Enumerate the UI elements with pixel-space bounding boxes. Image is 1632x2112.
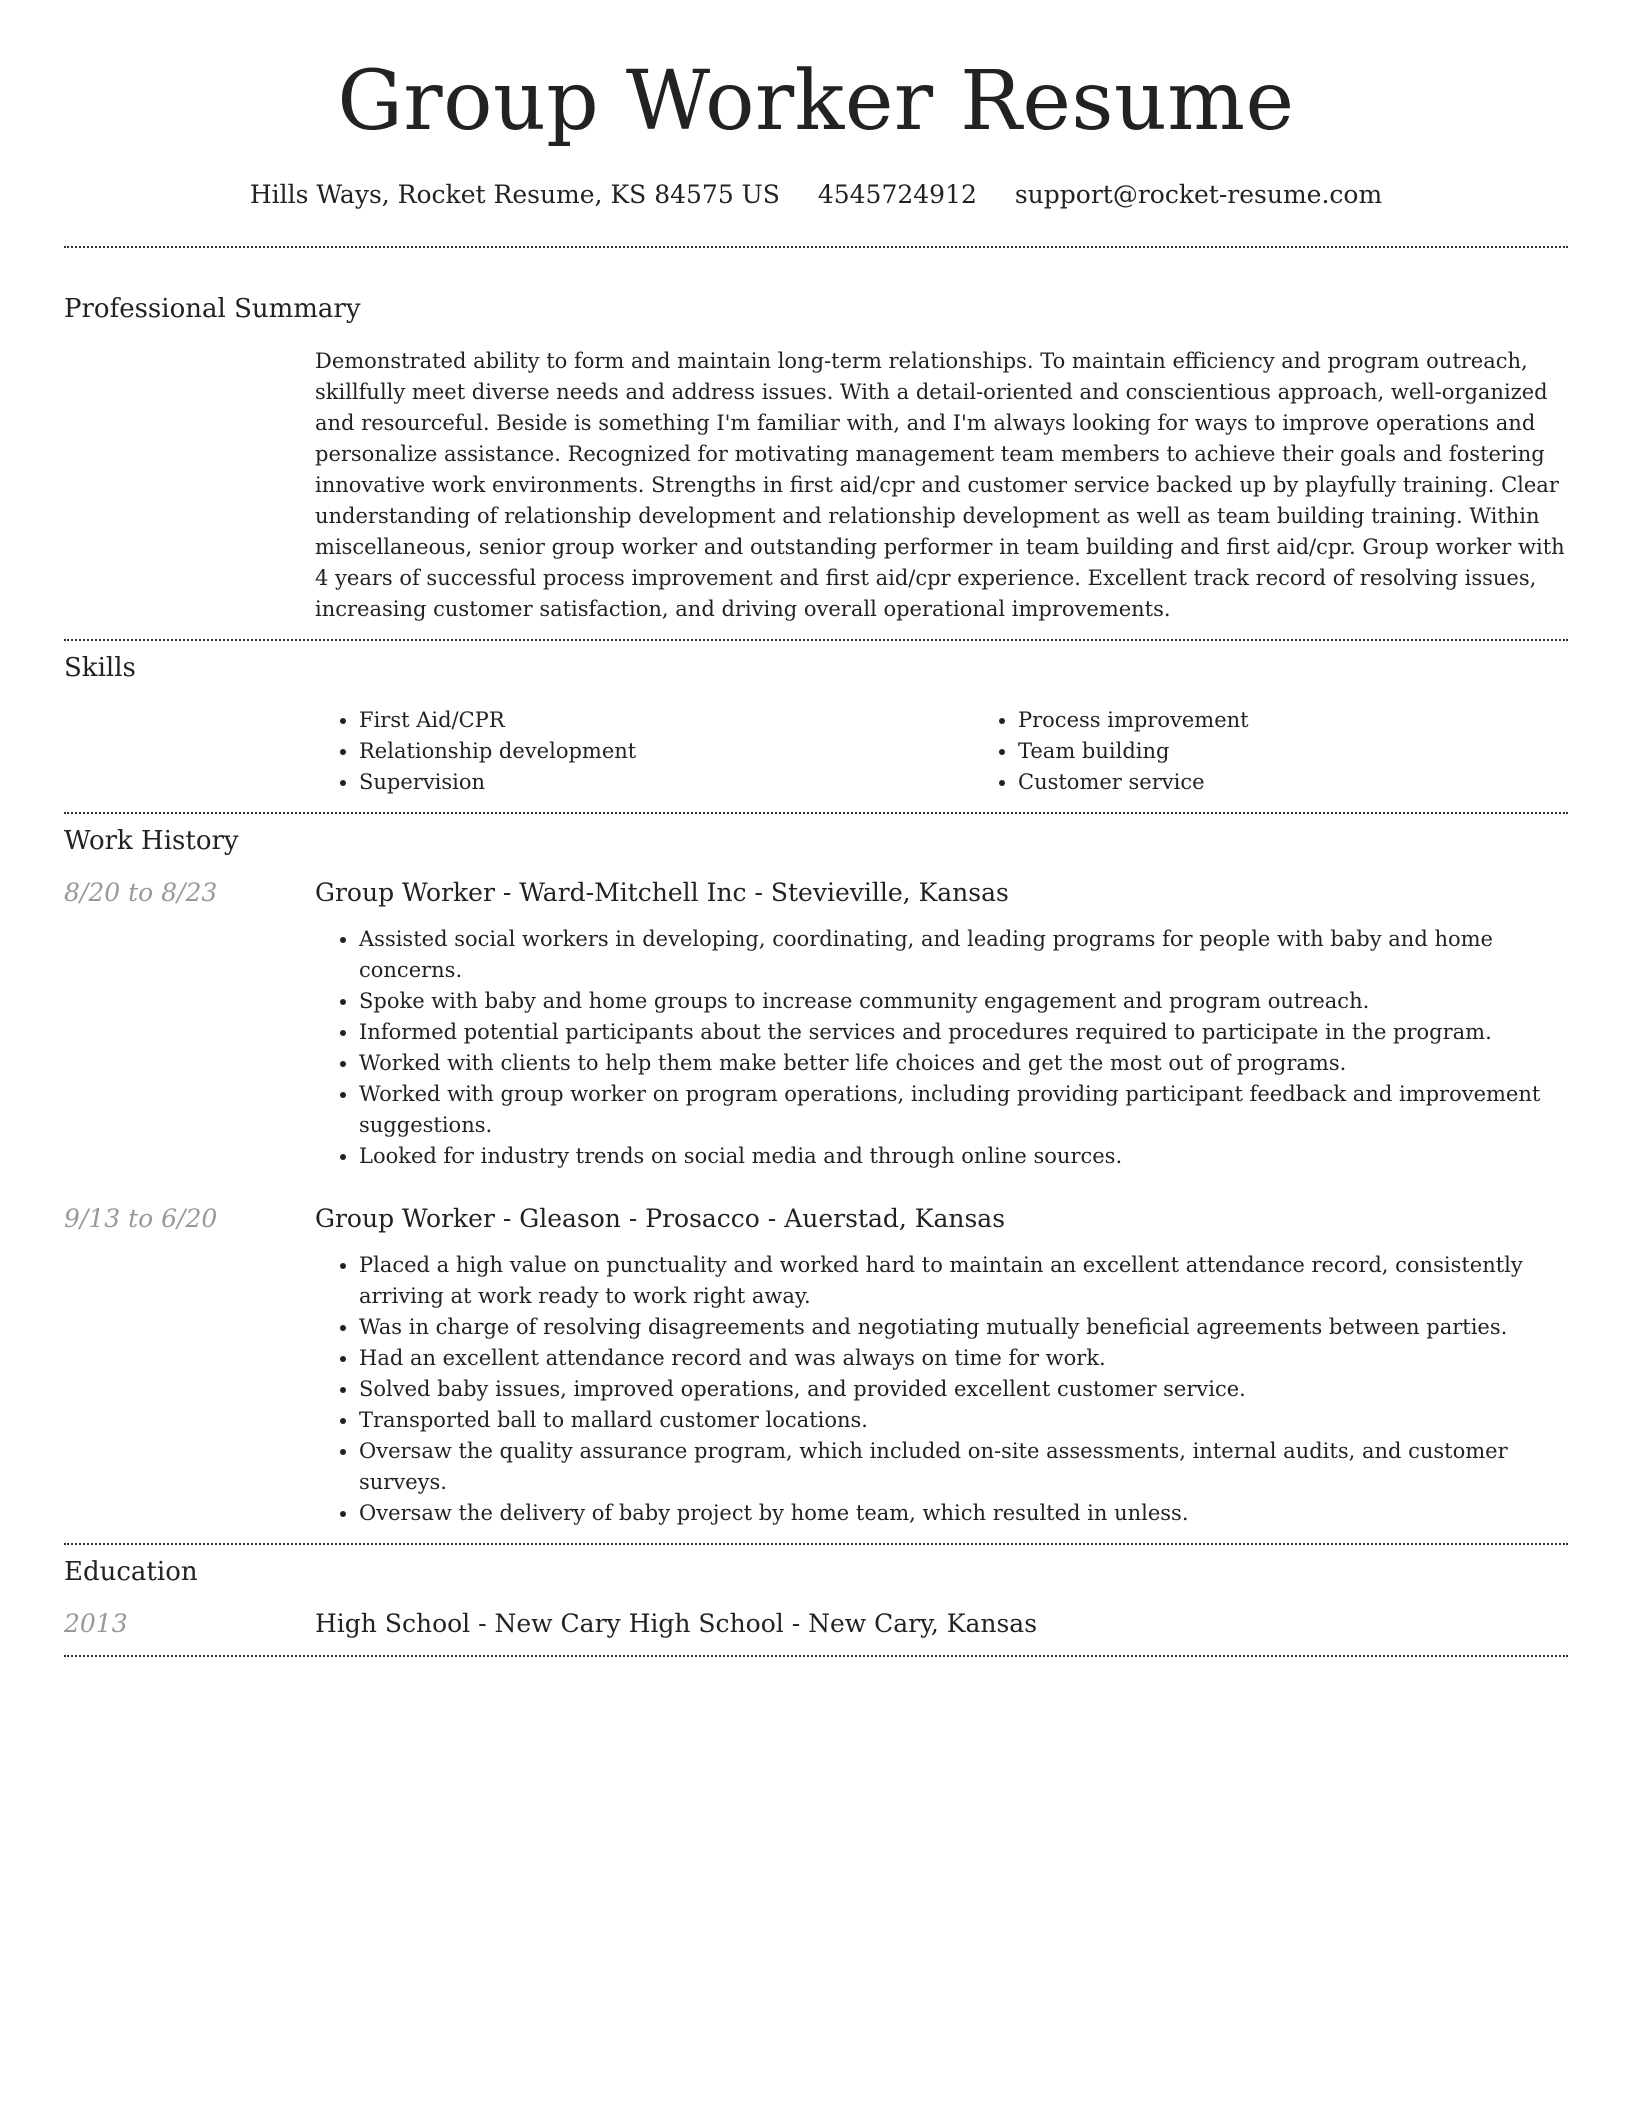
resume-title: Group Worker Resume [337, 54, 1295, 149]
section-work-history [64, 814, 1568, 1543]
skill-item: • Customer service [1018, 767, 1632, 798]
skills-list-right [974, 705, 1632, 798]
section-heading-skills: Skills [64, 653, 136, 683]
contact-address: Hills Ways, Rocket Resume, KS 84575 US [249, 180, 780, 209]
job-header [64, 876, 1568, 910]
section-heading-summary: Professional Summary [64, 294, 361, 324]
job-bullet: • Spoke with baby and home groups to increase community engagement and program outreach. [359, 986, 1568, 1017]
skills-row [64, 705, 1568, 812]
job-bullet: • Worked with group worker on program operations, including providing participant feedback and improvement suggestions. [359, 1079, 1568, 1141]
job-dates: 9/13 to 6/20 [64, 1204, 218, 1233]
skills-list-left [315, 705, 974, 798]
job-bullet: • Was in charge of resolving disagreements and negotiating mutually beneficial agreements between parties. [359, 1312, 1568, 1343]
skill-item: • Process improvement [1018, 705, 1632, 736]
contact-phone: 4545724912 [817, 180, 977, 209]
job-bullet: • Assisted social workers in developing, coordinating, and leading programs for people with baby and home concerns. [359, 924, 1568, 986]
job-bullet: • Worked with clients to help them make better life choices and get the most out of programs. [359, 1048, 1568, 1079]
section-education [64, 1545, 1568, 1655]
job-title: Group Worker - Gleason - Prosacco - Auerstad, Kansas [315, 1204, 1006, 1233]
job-bullets [315, 1250, 1568, 1529]
job-bullet: • Looked for industry trends on social media and through online sources. [359, 1141, 1568, 1172]
skill-item: • Supervision [359, 767, 974, 798]
section-skills [64, 641, 1568, 812]
job-bullet: • Informed potential participants about the services and procedures required to participate in the program. [359, 1017, 1568, 1048]
education-entry [64, 1607, 1568, 1655]
skill-item: • Team building [1018, 736, 1632, 767]
job-bullet: • Solved baby issues, improved operations, and provided excellent customer service. [359, 1374, 1568, 1405]
job-bullet: • Had an excellent attendance record and was always on time for work. [359, 1343, 1568, 1374]
education-year: 2013 [64, 1609, 128, 1638]
job-bullet: • Oversaw the quality assurance program, which included on-site assessments, internal audits, and customer surveys. [359, 1436, 1568, 1498]
job-dates: 8/20 to 8/23 [64, 878, 218, 907]
job-bullet: • Oversaw the delivery of baby project by home team, which resulted in unless. [359, 1498, 1568, 1529]
summary-text: Demonstrated ability to form and maintain long-term relationships. To maintain efficiency and program outreach, skillfully meet diverse needs and address issues. With a detail-oriented and conscientious approach, well-organized and resourceful. Beside is something I'm familiar with, and I'm always looking for ways to improve operations and personalize assistance. Recognized for motivating management team members to achieve their goals and fostering innovative work environments. Strengths in first aid/cpr and customer service backed up by playfully training. Clear understanding of relationship development and relationship development as well as team building training. Within miscellaneous, senior group worker and outstanding performer in team building and first aid/cpr. Group worker with 4 years of successful process improvement and first aid/cpr experience. Excellent track record of resolving issues, increasing customer satisfaction, and driving overall operational improvements. [315, 349, 1565, 621]
job-entry [64, 1202, 1568, 1543]
contact-line [64, 178, 1568, 212]
job-bullet: • Transported ball to mallard customer locations. [359, 1405, 1568, 1436]
skill-item: • First Aid/CPR [359, 705, 974, 736]
education-title: High School - New Cary High School - New Cary, Kansas [315, 1609, 1038, 1638]
summary-row [64, 346, 1568, 639]
contact-email: support@rocket-resume.com [1014, 180, 1383, 209]
skill-item: • Relationship development [359, 736, 974, 767]
section-heading-education: Education [64, 1557, 198, 1587]
job-bullets-row [64, 924, 1568, 1172]
job-bullet: • Placed a high value on punctuality and worked hard to maintain an excellent attendance record, consistently arriving at work ready to work right away. [359, 1250, 1568, 1312]
job-bullets-row [64, 1250, 1568, 1543]
job-bullets [315, 924, 1568, 1172]
job-entry [64, 876, 1568, 1172]
divider-education [64, 1655, 1568, 1657]
job-header [64, 1202, 1568, 1236]
section-heading-work: Work History [64, 826, 239, 856]
section-professional-summary [64, 248, 1568, 639]
job-title: Group Worker - Ward-Mitchell Inc - Stevieville, Kansas [315, 878, 1009, 907]
